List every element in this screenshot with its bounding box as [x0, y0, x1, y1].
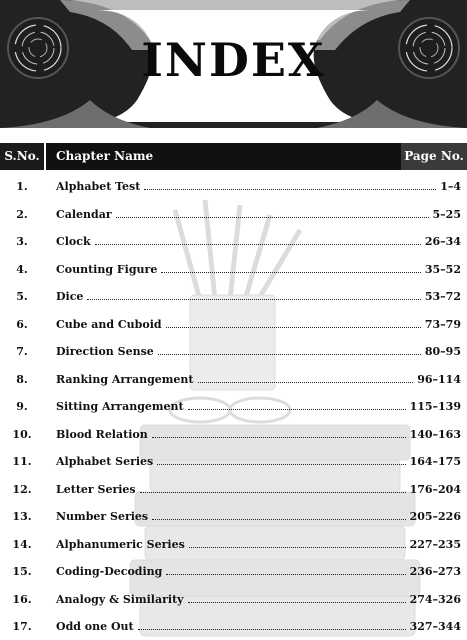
row-entry — [56, 620, 461, 633]
page-range: 205–226 — [409, 510, 461, 523]
page-range: 327–344 — [409, 620, 461, 633]
dot-leader — [140, 491, 406, 493]
chapter-name: Odd one Out — [56, 620, 134, 633]
row-entry — [56, 428, 461, 441]
page-range: 115–139 — [409, 400, 461, 413]
column-header-chapter: Chapter Name — [56, 149, 154, 163]
chapter-name: Alphabet Series — [56, 455, 154, 468]
table-row — [0, 558, 467, 586]
row-number: 13. — [12, 510, 32, 523]
dot-leader — [161, 271, 421, 273]
dot-leader — [87, 298, 420, 300]
row-number: 17. — [12, 620, 32, 633]
row-number: 15. — [12, 565, 32, 578]
dot-leader — [188, 408, 406, 410]
row-number: 2. — [16, 207, 28, 221]
page-range: 35–52 — [424, 262, 461, 276]
dot-leader — [152, 436, 406, 438]
dot-leader — [138, 628, 406, 630]
page-range: 1–4 — [440, 180, 461, 193]
row-entry — [56, 455, 461, 468]
row-number: 11. — [12, 455, 32, 468]
row-entry — [56, 400, 461, 413]
index-table-header — [0, 143, 467, 170]
row-entry — [56, 208, 461, 221]
row-entry — [56, 510, 461, 523]
table-row — [0, 503, 467, 531]
page-range: 53–72 — [424, 290, 461, 303]
row-number: 1. — [16, 180, 28, 193]
chapter-name: Counting Figure — [56, 262, 158, 276]
table-row — [0, 393, 467, 421]
column-header-sno: S.No. — [0, 143, 46, 170]
page-range: 73–79 — [424, 317, 461, 331]
row-number: 16. — [12, 592, 32, 606]
row-entry — [56, 593, 461, 606]
table-row — [0, 531, 467, 559]
row-entry — [56, 290, 461, 303]
row-number: 10. — [12, 427, 32, 441]
row-number: 5. — [16, 290, 28, 303]
chapter-name: Dice — [56, 290, 84, 303]
row-number: 6. — [16, 317, 28, 331]
dot-leader — [166, 573, 405, 575]
chapter-name: Direction Sense — [56, 345, 154, 358]
row-entry — [56, 538, 461, 551]
table-row — [0, 366, 467, 394]
dot-leader — [95, 243, 421, 245]
chapter-name: Clock — [56, 235, 91, 248]
page-title: INDEX — [141, 33, 326, 87]
page-range: 236–273 — [409, 565, 461, 578]
row-entry — [56, 483, 461, 496]
chapter-name: Cube and Cuboid — [56, 317, 162, 331]
table-row — [0, 283, 467, 311]
table-row — [0, 201, 467, 229]
row-entry — [56, 565, 461, 578]
column-header-page: Page No. — [401, 143, 467, 170]
chapter-name: Alphabet Test — [56, 180, 141, 193]
table-row — [0, 613, 467, 640]
chapter-name: Calendar — [56, 207, 112, 221]
row-entry — [56, 345, 461, 358]
dot-leader — [189, 546, 406, 548]
chapter-name: Alphanumeric Series — [56, 537, 185, 551]
dot-leader — [166, 326, 421, 328]
table-row — [0, 311, 467, 339]
page-range: 164–175 — [409, 455, 461, 468]
chapter-name: Analogy & Similarity — [56, 592, 184, 606]
page-range: 227–235 — [409, 537, 461, 551]
dot-leader — [152, 518, 405, 520]
row-entry — [56, 180, 461, 193]
chapter-name: Sitting Arrangement — [56, 400, 184, 413]
row-number: 9. — [16, 400, 28, 413]
row-number: 4. — [16, 262, 28, 276]
row-number: 14. — [12, 537, 32, 551]
page-range: 96–114 — [417, 372, 461, 386]
row-entry — [56, 318, 461, 331]
dot-leader — [158, 353, 421, 355]
table-row — [0, 338, 467, 366]
chapter-name: Coding-Decoding — [56, 565, 163, 578]
row-number: 12. — [12, 482, 32, 496]
row-entry — [56, 263, 461, 276]
table-row — [0, 476, 467, 504]
dot-leader — [144, 188, 436, 190]
dot-leader — [198, 381, 414, 383]
table-row — [0, 173, 467, 201]
page-range: 176–204 — [409, 482, 461, 496]
table-row — [0, 256, 467, 284]
row-number: 3. — [16, 235, 28, 248]
page-range: 80–95 — [424, 345, 461, 358]
chapter-name: Number Series — [56, 510, 149, 523]
table-row — [0, 586, 467, 614]
row-number: 7. — [16, 345, 28, 358]
chapter-name: Letter Series — [56, 482, 136, 496]
header-banner — [0, 0, 467, 135]
chapter-name: Ranking Arrangement — [56, 372, 194, 386]
dot-leader — [116, 216, 429, 218]
dot-leader — [157, 463, 405, 465]
page-range: 274–326 — [409, 592, 461, 606]
row-entry — [56, 235, 461, 248]
page-range: 140–163 — [409, 427, 461, 441]
page-range: 5–25 — [432, 207, 461, 221]
row-entry — [56, 373, 461, 386]
dot-leader — [188, 601, 406, 603]
table-row — [0, 228, 467, 256]
index-table-body — [0, 173, 467, 640]
page-range: 26–34 — [424, 235, 461, 248]
table-row — [0, 421, 467, 449]
table-row — [0, 448, 467, 476]
row-number: 8. — [16, 372, 28, 386]
chapter-name: Blood Relation — [56, 427, 148, 441]
